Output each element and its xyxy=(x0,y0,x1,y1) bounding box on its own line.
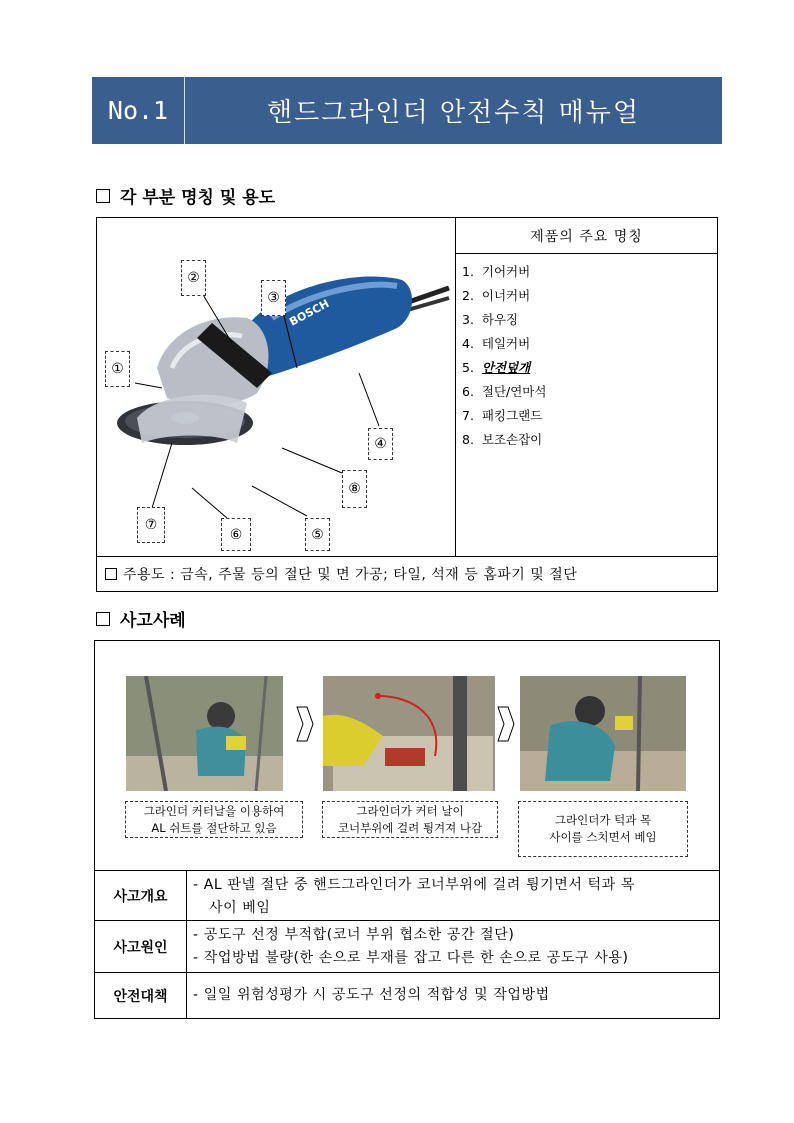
step-caption-2: 그라인더가 커터 날이 코너부위에 걸려 튕겨져 나감 xyxy=(322,801,498,838)
parts-section-heading xyxy=(96,183,275,208)
checkbox-icon xyxy=(105,568,117,580)
accident-section-heading xyxy=(96,606,186,631)
part-tag-7: ⑦ xyxy=(137,507,165,543)
part-name-item: 2. 이너커버 xyxy=(462,288,531,303)
part-name-item: 5. 안전덮개 xyxy=(462,360,531,375)
part-names-header: 제품의 주요 명칭 xyxy=(456,218,717,254)
step-caption-3: 그라인더가 턱과 목 사이를 스치면서 베임 xyxy=(518,801,688,857)
accident-photo-2 xyxy=(323,676,495,791)
checkbox-icon xyxy=(96,612,110,626)
part-tag-5: ⑤ xyxy=(305,518,330,551)
part-names-list xyxy=(462,260,546,452)
part-tag-4: ④ xyxy=(368,428,393,460)
cause-label: 사고원인 xyxy=(95,921,187,972)
part-name-item: 7. 패킹그랜드 xyxy=(462,408,543,423)
document-title: 핸드그라인더 안전수칙 매뉴얼 xyxy=(266,98,641,128)
title-bar xyxy=(92,77,722,144)
grinder-photo-area xyxy=(97,218,456,556)
cause-row xyxy=(95,920,719,972)
part-name-item: 8. 보조손잡이 xyxy=(462,432,543,447)
overview-row xyxy=(95,870,719,920)
brand-label: BOSCH xyxy=(287,297,332,329)
measures-label: 안전대책 xyxy=(95,973,187,1018)
usage-row xyxy=(97,556,717,591)
right-arrow-icon xyxy=(295,699,315,749)
accident-photo-1 xyxy=(126,676,283,791)
checkbox-icon xyxy=(96,189,110,203)
overview-label: 사고개요 xyxy=(95,871,187,920)
angle-grinder-image xyxy=(97,218,455,556)
document-number: No.1 xyxy=(92,77,185,144)
usage-text: 주용도 : 금속, 주물 등의 절단 및 면 가공; 타일, 석재 등 홈파기 및 절단 xyxy=(123,567,578,583)
part-name-item: 1. 기어커버 xyxy=(462,264,531,279)
parts-table xyxy=(96,217,718,592)
cause-content: - 공도구 선정 부적합(코너 부위 협소한 공간 절단) - 작업방법 불량(한 손으로 부재를 잡고 다른 한 손으로 공도구 사용) xyxy=(193,927,629,966)
part-tag-6: ⑥ xyxy=(221,518,251,551)
accident-photo-3 xyxy=(520,676,686,791)
accident-case-box xyxy=(94,640,720,1019)
step-caption-1: 그라인더 커터날을 이용하여 AL 쉬트를 절단하고 있음 xyxy=(125,801,303,838)
accident-section-heading-text: 사고사례 xyxy=(120,611,186,631)
measures-content: - 일일 위험성평가 시 공도구 선정의 적합성 및 작업방법 xyxy=(193,987,550,1003)
part-name-item: 4. 테일커버 xyxy=(462,336,531,351)
part-tag-8: ⑧ xyxy=(342,470,367,508)
part-name-item: 6. 절단/연마석 xyxy=(462,384,547,399)
measures-row xyxy=(95,972,719,1018)
part-tag-1: ① xyxy=(105,351,130,387)
part-name-item: 3. 하우징 xyxy=(462,312,519,327)
part-tag-3: ③ xyxy=(261,280,286,316)
part-tag-2: ② xyxy=(181,260,206,296)
overview-content: - AL 판넬 절단 중 핸드그라인더가 코너부위에 걸려 튕기면서 턱과 목 사이 베임 xyxy=(193,877,635,916)
parts-section-heading-text: 각 부분 명칭 및 용도 xyxy=(120,188,276,208)
right-arrow-icon xyxy=(496,699,516,749)
